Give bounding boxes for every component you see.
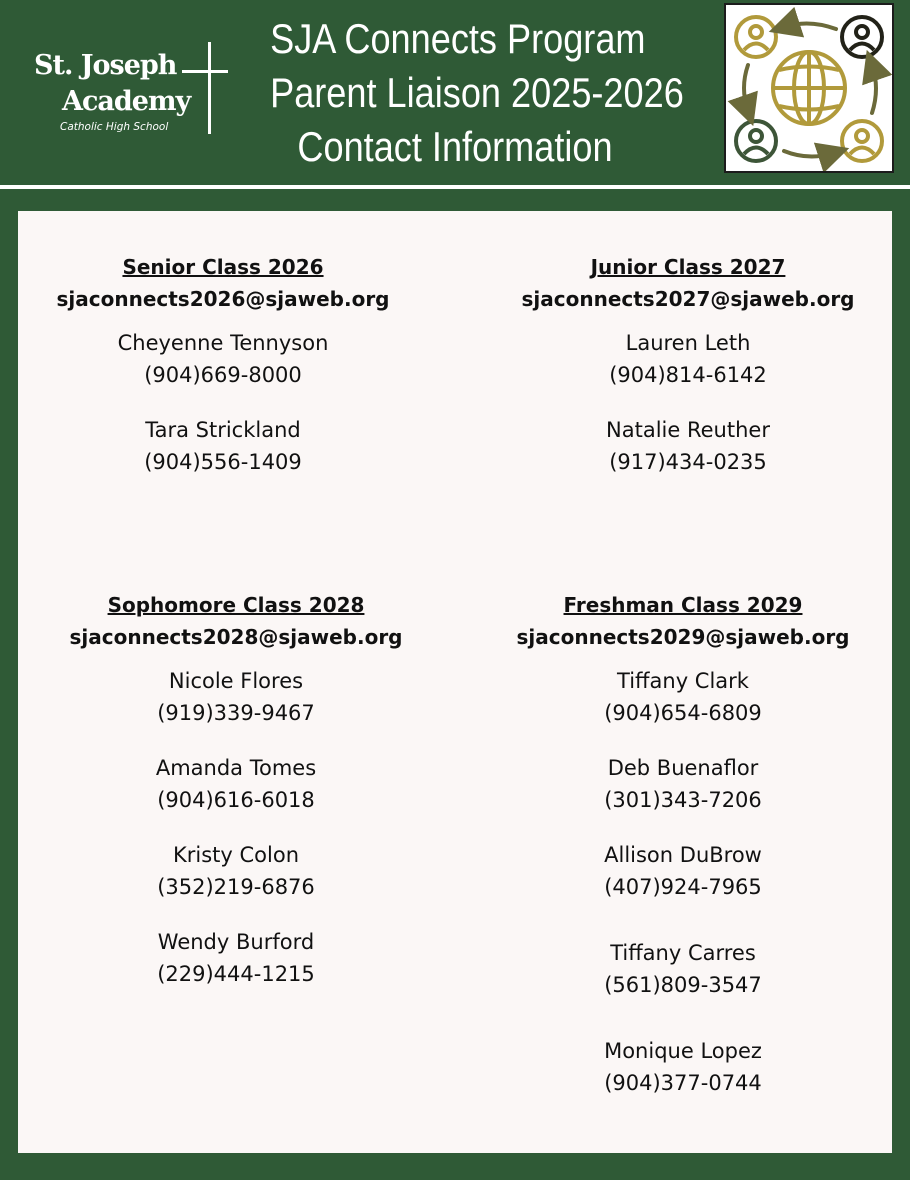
contact-phone: (561)809-3547 <box>604 973 762 997</box>
contact-name: Wendy Burford <box>157 930 315 954</box>
contact-entry <box>16 839 456 903</box>
header-divider <box>0 185 910 189</box>
globe-icon <box>773 52 845 124</box>
group-email[interactable]: sjaconnects2026@sjaweb.org <box>56 287 390 311</box>
group-email[interactable]: sjaconnects2028@sjaweb.org <box>69 625 403 649</box>
contact-name: Lauren Leth <box>625 331 751 355</box>
group-heading: Senior Class 2026 <box>122 255 324 279</box>
logo-subtitle: Catholic High School <box>60 121 169 133</box>
title-line-3: Contact Information <box>297 123 613 170</box>
contact-entry <box>16 926 456 990</box>
contact-name: Tiffany Carres <box>610 941 756 965</box>
group-email[interactable]: sjaconnects2027@sjaweb.org <box>521 287 855 311</box>
cross-icon <box>208 42 211 134</box>
group-sophomore <box>16 589 456 990</box>
group-senior <box>3 251 443 478</box>
contact-phone: (904)654-6809 <box>604 701 762 725</box>
contact-phone: (301)343-7206 <box>604 788 762 812</box>
header-banner <box>0 0 910 185</box>
contact-entry <box>463 665 903 729</box>
contact-name: Monique Lopez <box>604 1039 762 1063</box>
contact-entry <box>463 839 903 903</box>
group-heading: Sophomore Class 2028 <box>107 593 365 617</box>
person-icon-bottom-left <box>736 121 776 161</box>
title-line-2: Parent Liaison 2025-2026 <box>270 69 684 116</box>
contact-phone: (904)669-8000 <box>144 363 302 387</box>
contact-name: Nicole Flores <box>168 669 304 693</box>
person-icon-bottom-right <box>842 121 882 161</box>
page-title <box>270 12 684 174</box>
contact-entry <box>16 752 456 816</box>
contact-entry <box>16 665 456 729</box>
contact-phone: (352)219-6876 <box>157 875 315 899</box>
contact-panel <box>18 211 892 1153</box>
contact-entry <box>3 414 443 478</box>
contact-name: Deb Buenaflor <box>607 756 759 780</box>
person-icon-top-right <box>842 17 882 57</box>
contact-entry <box>463 937 903 1001</box>
globe-people-network-icon <box>724 3 894 173</box>
contact-phone: (407)924-7965 <box>604 875 762 899</box>
group-heading: Freshman Class 2029 <box>563 593 803 617</box>
contact-phone: (919)339-9467 <box>157 701 315 725</box>
contact-phone: (229)444-1215 <box>157 962 315 986</box>
contact-name: Tiffany Clark <box>617 669 749 693</box>
contact-name: Amanda Tomes <box>155 756 317 780</box>
title-line-1: SJA Connects Program <box>270 15 646 62</box>
contact-entry <box>3 327 443 391</box>
group-email[interactable]: sjaconnects2029@sjaweb.org <box>516 625 850 649</box>
contact-phone: (917)434-0235 <box>609 450 767 474</box>
globe-people-network-svg <box>726 5 892 171</box>
contact-phone: (904)556-1409 <box>144 450 302 474</box>
logo-line2: Academy <box>62 86 191 117</box>
school-logo <box>30 40 230 140</box>
person-icon-top-left <box>736 17 776 57</box>
contact-name: Kristy Colon <box>172 843 300 867</box>
contact-entry <box>468 414 908 478</box>
contact-phone: (904)616-6018 <box>157 788 315 812</box>
contact-name: Tara Strickland <box>145 418 301 442</box>
contact-entry <box>463 752 903 816</box>
contact-name: Cheyenne Tennyson <box>117 331 329 355</box>
contact-name: Allison DuBrow <box>604 843 762 867</box>
group-junior <box>468 251 908 478</box>
group-freshman <box>463 589 903 1099</box>
group-heading: Junior Class 2027 <box>590 255 786 279</box>
contact-phone: (904)377-0744 <box>604 1071 762 1095</box>
logo-line1: St. Joseph <box>34 50 177 81</box>
contact-entry <box>468 327 908 391</box>
contact-entry <box>463 1035 903 1099</box>
cross-bar <box>182 70 228 73</box>
contact-phone: (904)814-6142 <box>609 363 767 387</box>
contact-name: Natalie Reuther <box>606 418 770 442</box>
